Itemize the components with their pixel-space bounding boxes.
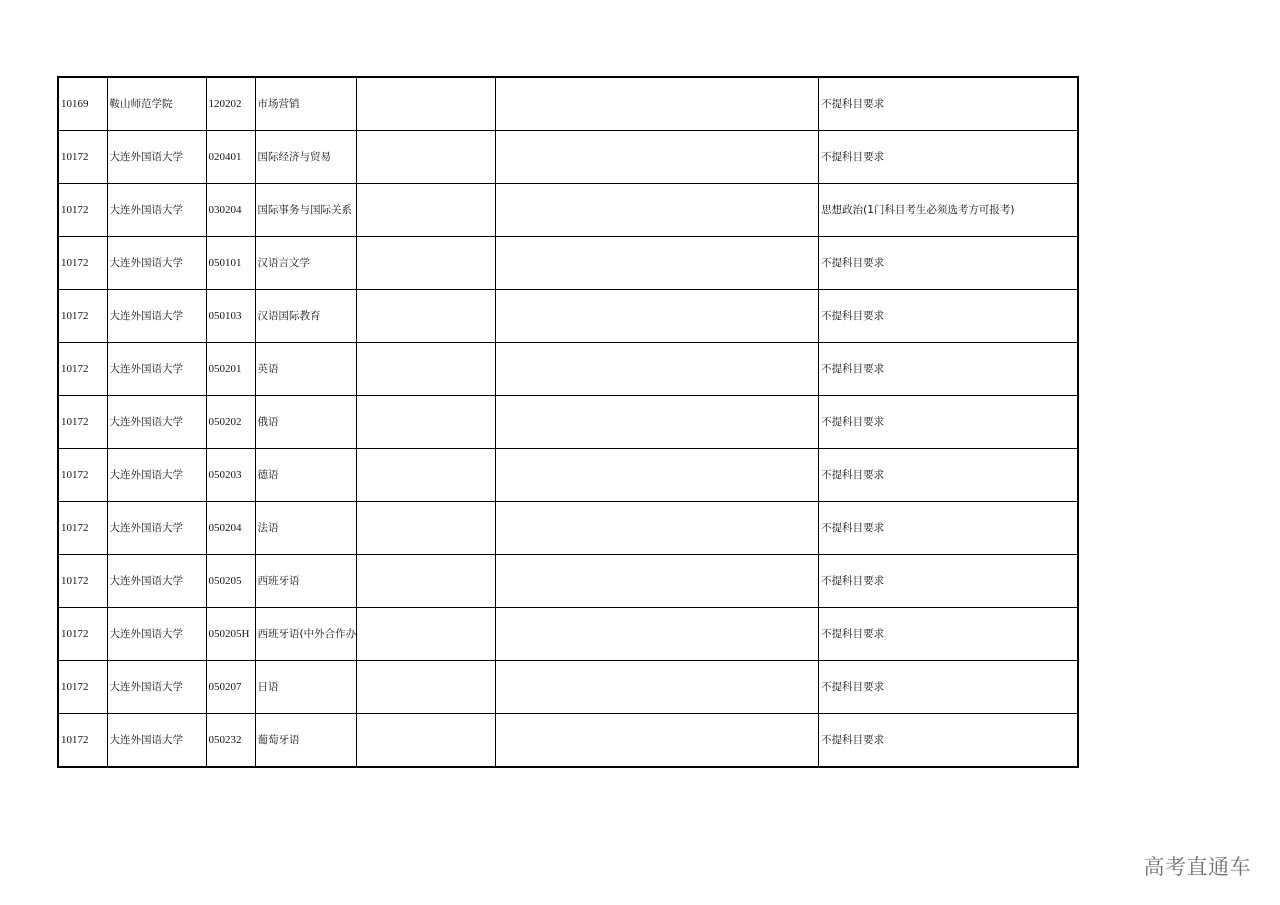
major-code-cell: 050207	[206, 661, 255, 714]
major-code-cell: 050201	[206, 343, 255, 396]
table-row	[58, 714, 1078, 768]
empty-cell	[496, 714, 819, 768]
subject-requirement-cell: 不提科目要求	[819, 608, 1078, 661]
table-row	[58, 290, 1078, 343]
table-row	[58, 237, 1078, 290]
school-name-cell: 大连外国语大学	[107, 396, 206, 449]
school-name-cell: 大连外国语大学	[107, 343, 206, 396]
school-name-cell: 鞍山师范学院	[107, 77, 206, 131]
school-name-cell: 大连外国语大学	[107, 661, 206, 714]
subject-requirement-cell: 不提科目要求	[819, 396, 1078, 449]
school-code-cell: 10172	[58, 555, 107, 608]
empty-cell	[496, 131, 819, 184]
empty-cell	[496, 343, 819, 396]
school-code-cell: 10172	[58, 714, 107, 768]
major-name-cell: 西班牙语	[255, 555, 357, 608]
school-code-cell: 10169	[58, 77, 107, 131]
empty-cell	[496, 608, 819, 661]
school-code-cell: 10172	[58, 237, 107, 290]
major-name-cell: 法语	[255, 502, 357, 555]
subject-requirement-cell: 不提科目要求	[819, 290, 1078, 343]
empty-cell	[496, 555, 819, 608]
empty-cell	[357, 343, 496, 396]
major-name-cell: 国际事务与国际关系	[255, 184, 357, 237]
empty-cell	[357, 184, 496, 237]
major-name-cell: 市场营销	[255, 77, 357, 131]
empty-cell	[496, 661, 819, 714]
empty-cell	[357, 608, 496, 661]
subject-requirement-cell: 不提科目要求	[819, 555, 1078, 608]
school-code-cell: 10172	[58, 608, 107, 661]
empty-cell	[496, 237, 819, 290]
empty-cell	[496, 449, 819, 502]
school-name-cell: 大连外国语大学	[107, 555, 206, 608]
empty-cell	[357, 714, 496, 768]
empty-cell	[357, 502, 496, 555]
school-name-cell: 大连外国语大学	[107, 502, 206, 555]
table-row	[58, 77, 1078, 131]
school-code-cell: 10172	[58, 290, 107, 343]
subject-requirement-cell: 思想政治(1门科目考生必须选考方可报考)	[819, 184, 1078, 237]
table-row	[58, 131, 1078, 184]
school-code-cell: 10172	[58, 131, 107, 184]
empty-cell	[496, 290, 819, 343]
empty-cell	[357, 661, 496, 714]
table-row	[58, 608, 1078, 661]
school-name-cell: 大连外国语大学	[107, 131, 206, 184]
school-name-cell: 大连外国语大学	[107, 290, 206, 343]
subject-requirement-cell: 不提科目要求	[819, 343, 1078, 396]
major-code-cell: 050205	[206, 555, 255, 608]
major-name-cell: 西班牙语(中外合作办	[255, 608, 357, 661]
empty-cell	[357, 131, 496, 184]
school-name-cell: 大连外国语大学	[107, 714, 206, 768]
subject-requirement-cell: 不提科目要求	[819, 449, 1078, 502]
watermark-text: 高考直通车	[1143, 855, 1251, 879]
empty-cell	[357, 555, 496, 608]
major-code-cell: 120202	[206, 77, 255, 131]
empty-cell	[496, 184, 819, 237]
school-code-cell: 10172	[58, 661, 107, 714]
subject-requirement-cell: 不提科目要求	[819, 714, 1078, 768]
table-row	[58, 555, 1078, 608]
major-name-cell: 德语	[255, 449, 357, 502]
school-name-cell: 大连外国语大学	[107, 184, 206, 237]
subject-requirement-cell: 不提科目要求	[819, 237, 1078, 290]
school-code-cell: 10172	[58, 396, 107, 449]
major-code-cell: 050203	[206, 449, 255, 502]
school-name-cell: 大连外国语大学	[107, 449, 206, 502]
empty-cell	[357, 290, 496, 343]
empty-cell	[357, 396, 496, 449]
major-name-cell: 汉语国际教育	[255, 290, 357, 343]
major-code-cell: 020401	[206, 131, 255, 184]
table-row	[58, 184, 1078, 237]
major-code-cell: 050204	[206, 502, 255, 555]
school-code-cell: 10172	[58, 184, 107, 237]
major-name-cell: 俄语	[255, 396, 357, 449]
table-body	[58, 77, 1078, 767]
school-name-cell: 大连外国语大学	[107, 608, 206, 661]
empty-cell	[496, 77, 819, 131]
table-row	[58, 396, 1078, 449]
major-name-cell: 葡萄牙语	[255, 714, 357, 768]
table-row	[58, 343, 1078, 396]
major-name-cell: 英语	[255, 343, 357, 396]
major-code-cell: 050205H	[206, 608, 255, 661]
admission-table	[57, 76, 1079, 768]
school-code-cell: 10172	[58, 449, 107, 502]
table-row	[58, 502, 1078, 555]
table-row	[58, 661, 1078, 714]
subject-requirement-cell: 不提科目要求	[819, 661, 1078, 714]
empty-cell	[496, 502, 819, 555]
major-code-cell: 050202	[206, 396, 255, 449]
school-code-cell: 10172	[58, 343, 107, 396]
major-code-cell: 030204	[206, 184, 255, 237]
major-code-cell: 050103	[206, 290, 255, 343]
school-name-cell: 大连外国语大学	[107, 237, 206, 290]
major-name-cell: 汉语言文学	[255, 237, 357, 290]
major-code-cell: 050101	[206, 237, 255, 290]
major-code-cell: 050232	[206, 714, 255, 768]
empty-cell	[496, 396, 819, 449]
school-code-cell: 10172	[58, 502, 107, 555]
table-row	[58, 449, 1078, 502]
major-name-cell: 国际经济与贸易	[255, 131, 357, 184]
subject-requirement-cell: 不提科目要求	[819, 502, 1078, 555]
subject-requirement-cell: 不提科目要求	[819, 77, 1078, 131]
subject-requirement-cell: 不提科目要求	[819, 131, 1078, 184]
major-name-cell: 日语	[255, 661, 357, 714]
empty-cell	[357, 77, 496, 131]
empty-cell	[357, 449, 496, 502]
empty-cell	[357, 237, 496, 290]
